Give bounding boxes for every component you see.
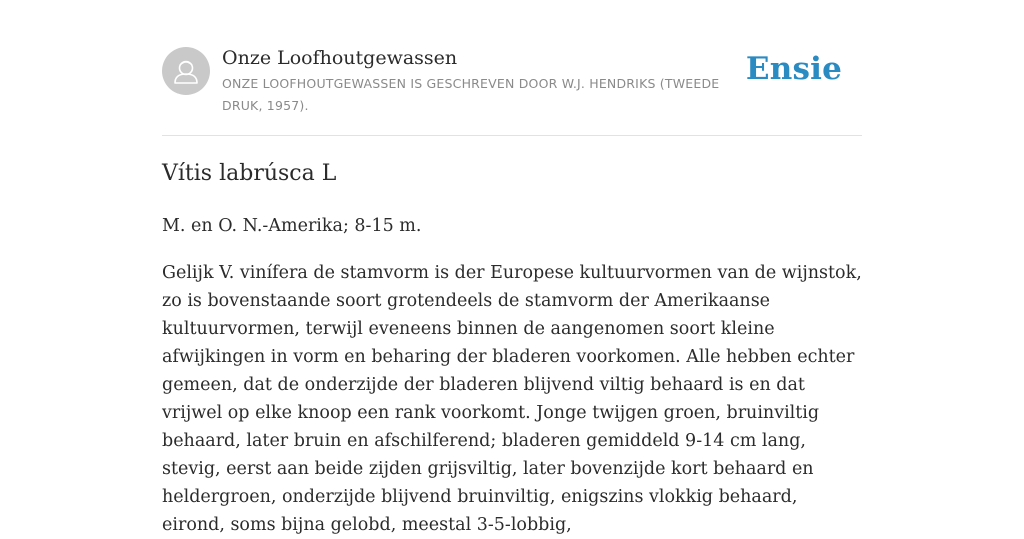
source-description: ONZE LOOFHOUTGEWASSEN IS GESCHREVEN DOOR W.J. HENDRIKS (TWEEDE DRUK, 1957). (222, 76, 720, 113)
page-title: Vítis labrúsca L (162, 161, 337, 186)
entry-subtitle: M. en O. N.-Amerika; 8-15 m. (162, 216, 422, 236)
source-title[interactable]: Onze Loofhoutgewassen (222, 47, 458, 69)
header-divider (162, 135, 862, 136)
entry-body: Gelijk V. vinífera de stamvorm is der Europese kultuurvormen van de wijnstok, zo is bovenstaande soort grotendeels de stamvorm der Amerikaanse kultuurvormen, terwijl eveneens binnen de aangenomen soort kleine afwijkingen in vorm en beharing der bladeren voorkomen. Alle hebben echter gemeen, dat de onderzijde der bladeren blijvend viltig behaard is en dat vrijwel op elke knoop een rank voorkomt. Jonge twijgen groen, bruinviltig behaard, later bruin en afschilferend; bladeren gemiddeld 9-14 cm lang, stevig, eerst aan beide zijden grijsviltig, later bovenzijde kort behaard en heldergroen, onderzijde blijvend bruinviltig, enigszins vlokkig behaard, eirond, soms bijna gelobd, meestal 3-5-lobbig, (162, 263, 862, 535)
user-icon (162, 47, 210, 95)
source-header (162, 46, 862, 116)
avatar[interactable] (162, 47, 210, 95)
ensie-logo[interactable]: Ensie (745, 51, 842, 87)
